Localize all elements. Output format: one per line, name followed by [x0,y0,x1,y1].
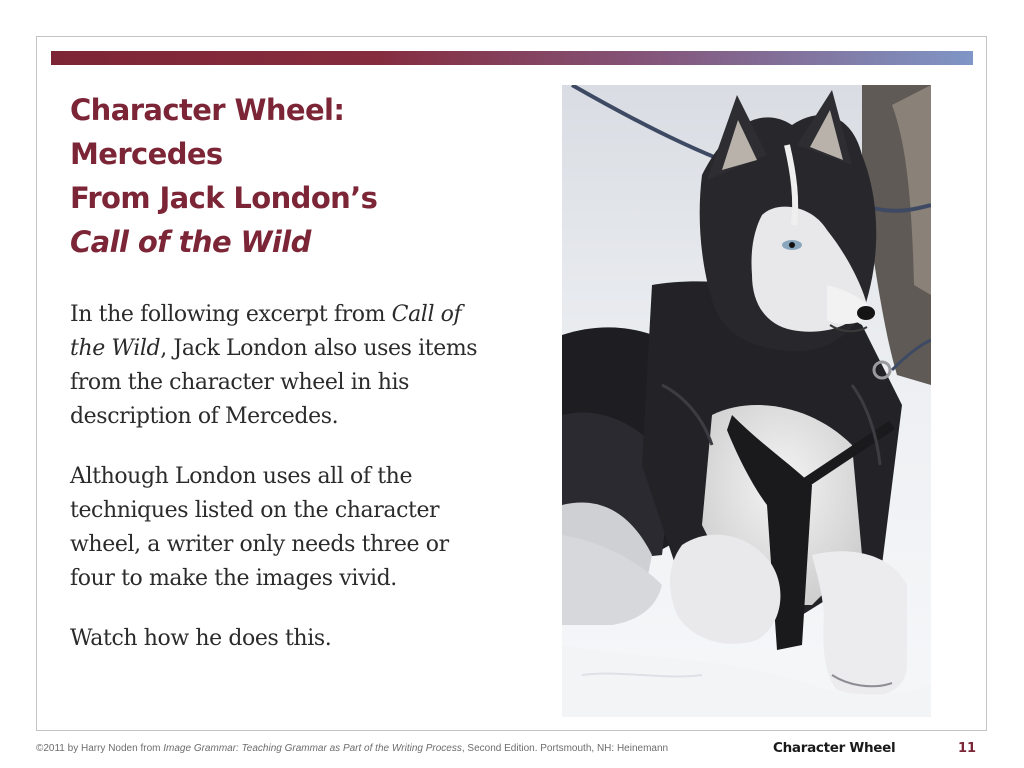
paragraph-1 [70,298,490,434]
copyright-book-title: Image Grammar: Teaching Grammar as Part of the Writing Process [163,743,462,754]
page-number: 11 [958,741,977,756]
slide-title [70,88,540,264]
paragraph-1-before: In the following excerpt from [70,302,392,327]
title-line-4: Call of the Wild [70,225,311,259]
title-line-2: Mercedes [70,137,223,171]
title-line-3: From Jack London’s [70,181,378,215]
book-title: Call of the Wild [70,302,462,361]
copyright-prefix: ©2011 by Harry Noden from [36,743,164,754]
husky-photo [562,85,931,717]
paragraph-1-after: , Jack London also uses items from the character wheel in his description of Mercedes. [70,336,478,429]
copyright-suffix: , Second Edition. Portsmouth, NH: Heinemann [461,743,669,754]
footer-section-title: Character Wheel [773,740,896,756]
paragraph-2: Although London uses all of the techniques listed on the character wheel, a writer only needs three or four to make the images vivid. [70,464,449,591]
footer-copyright [36,743,736,754]
title-line-1: Character Wheel: [70,93,345,127]
body-text [70,298,490,682]
husky-illustration [562,85,931,717]
paragraph-3: Watch how he does this. [70,626,332,651]
accent-bar [51,51,973,65]
